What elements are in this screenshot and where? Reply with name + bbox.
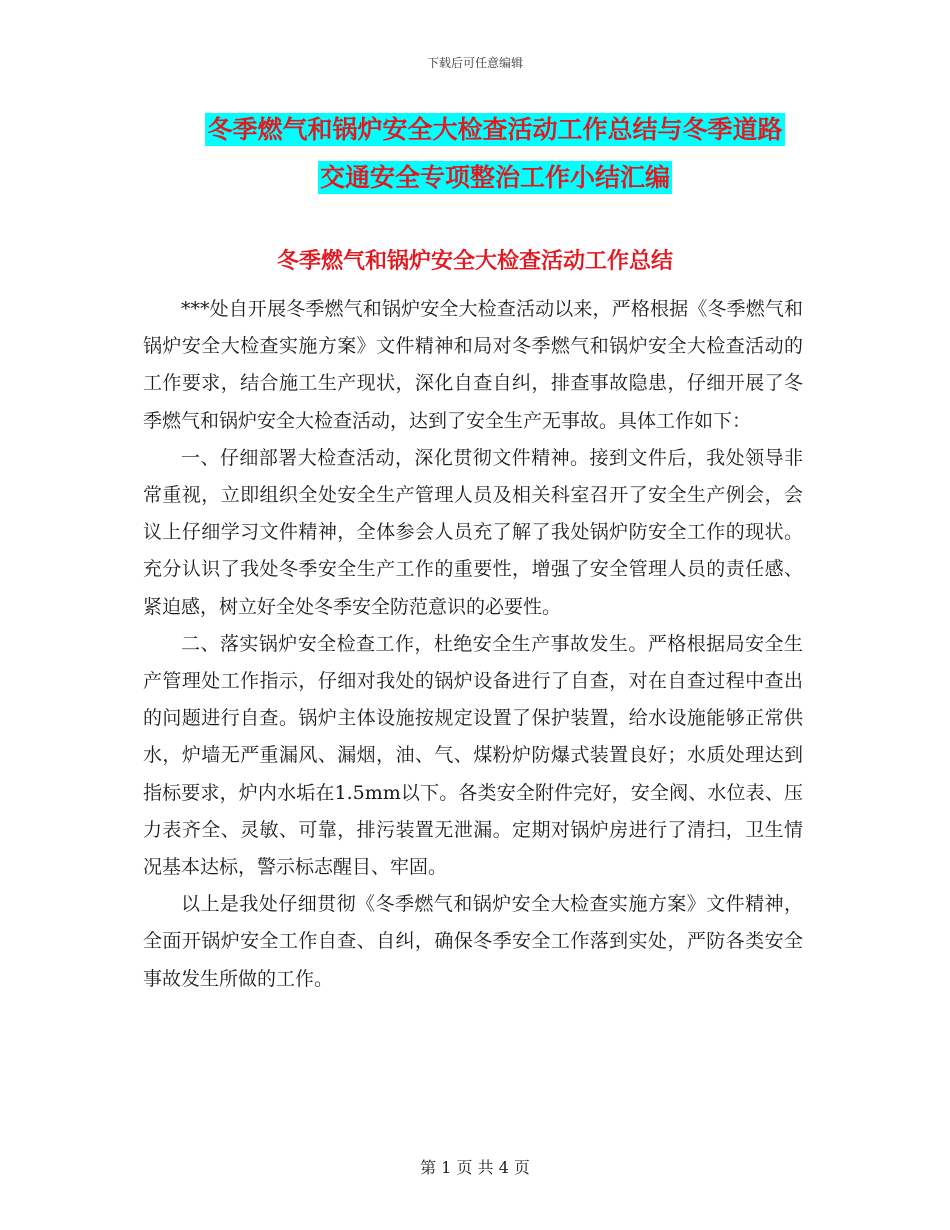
section-title: 冬季燃气和锅炉安全大检查活动工作总结 <box>276 249 673 274</box>
main-title-line-2: 交通安全专项整治工作小结汇编 <box>319 163 670 192</box>
paragraph-one: 一、仔细部署大检查活动，深化贯彻文件精神。接到文件后，我处领导非常重视，立即组织全处安全生产管理人员及相关科室召开了安全生产例会，会议上仔细学习文件精神，全体参会人员充了解了我处锅炉防安全工作的现状。充分认识了我处冬季安全生产工作的重要性，增强了安全管理人员的责任感、紧迫感，树立好全处冬季安全防范意识的必要性。 <box>143 446 803 618</box>
main-title-line-1: 冬季燃气和锅炉安全大检查活动工作总结与冬季道路 <box>207 115 783 144</box>
header-note: 下载后可任意编辑 <box>426 56 523 70</box>
page-footer: 第 1 页 共 4 页 <box>420 1158 530 1177</box>
body-text <box>143 291 803 998</box>
paragraph-conclusion: 以上是我处仔细贯彻《冬季燃气和锅炉安全大检查实施方案》文件精神，全面开锅炉安全工作自查、自纠，确保冬季安全工作落到实处，严防各类安全事故发生所做的工作。 <box>143 893 803 990</box>
paragraph-two: 二、落实锅炉安全检查工作，杜绝安全生产事故发生。严格根据局安全生产管理处工作指示，仔细对我处的锅炉设备进行了自查，对在自查过程中查出的问题进行自查。锅炉主体设施按规定设置了保护装置，给水设施能够正常供水，炉墙无严重漏风、漏烟，油、气、煤粉炉防爆式装置良好；水质处理达到指标要求，炉内水垢在1.5mm以下。各类安全附件完好，安全阀、水位表、压力表齐全、灵敏、可靠，排污装置无泄漏。定期对锅炉房进行了清扫，卫生情况基本达标，警示标志醒目、牢固。 <box>143 632 803 879</box>
paragraph-intro: ***处自开展冬季燃气和锅炉安全大检查活动以来，严格根据《冬季燃气和锅炉安全大检查实施方案》文件精神和局对冬季燃气和锅炉安全大检查活动的工作要求，结合施工生产现状，深化自查自纠，排查事故隐患，仔细开展了冬季燃气和锅炉安全大检查活动，达到了安全生产无事故。具体工作如下： <box>143 298 803 432</box>
main-title <box>0 106 950 202</box>
